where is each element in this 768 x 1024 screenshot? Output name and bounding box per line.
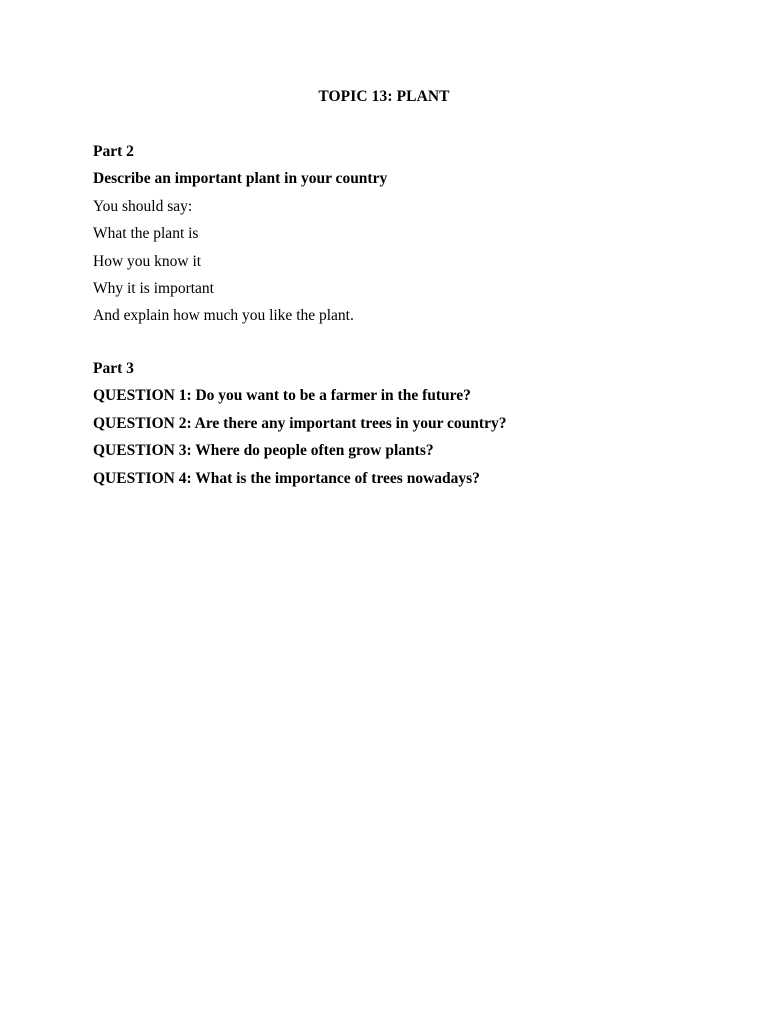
part-3-question: QUESTION 3: Where do people often grow plants?: [93, 442, 434, 460]
part-3-question: QUESTION 1: Do you want to be a farmer in the future?: [93, 387, 471, 405]
part-3-question: QUESTION 2: Are there any important trees in your country?: [93, 414, 507, 432]
document-title: TOPIC 13: PLANT: [318, 88, 450, 105]
part-2-line: How you know it: [93, 252, 202, 270]
part-2-line: You should say:: [93, 197, 193, 215]
part-2-section: [93, 138, 713, 330]
part-2-heading: Part 2: [93, 143, 134, 160]
part-2-prompt: Describe an important plant in your country: [93, 170, 388, 188]
part-2-line: What the plant is: [93, 225, 199, 243]
part-3-heading: Part 3: [93, 360, 134, 377]
part-2-line: Why it is important: [93, 280, 214, 298]
part-3-section: [93, 355, 713, 492]
part-3-question: QUESTION 4: What is the importance of trees nowadays?: [93, 469, 480, 487]
part-2-line: And explain how much you like the plant.: [93, 307, 354, 325]
